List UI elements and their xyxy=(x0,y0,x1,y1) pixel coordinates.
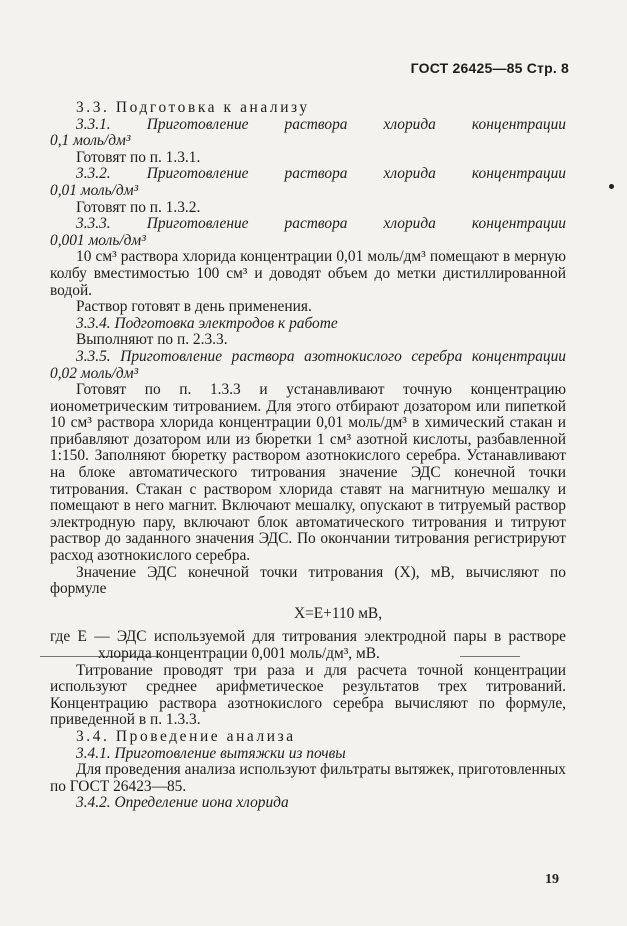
section-3-3-5-title: 3.3.5. Приготовление раствора азотнокислого серебра концентрации 0,02 моль/дм³ xyxy=(50,347,566,382)
section-3-4-heading: 3.4. Проведение анализа xyxy=(76,727,296,745)
section-3-3-heading: 3.3. Подготовка к анализу xyxy=(76,99,310,116)
section-3-3-5-formula-intro: Значение ЭДС конечной точки титрования (X), мВ, вычисляют по формуле xyxy=(50,563,566,598)
document-body xyxy=(50,100,566,812)
section-3-3-1-body: Готовят по п. 1.3.1. xyxy=(76,148,201,166)
section-3-3-5-body-3: Титрование проводят три раза и для расчета точной концентрации используют среднее арифметическое результатов трех титрований. Концентрацию раствора азотнокислого серебра вычисляют по формуле, приведенной в п. 1.3.3. xyxy=(50,661,566,729)
section-3-3-2-body: Готовят по п. 1.3.2. xyxy=(76,198,201,216)
section-3-3-2-title-unit: 0,01 моль/дм³ xyxy=(50,181,139,199)
section-3-3-3-body-2: Раствор готовят в день применения. xyxy=(76,298,312,316)
section-3-3-3-body: 10 см³ раствора хлорида концентрации 0,01 моль/дм³ помещают в мерную колбу вместимостью 100 см³ и доводят объем до метки дистиллированной водой. xyxy=(50,248,566,299)
scan-speck xyxy=(609,184,614,189)
page-header: ГОСТ 26425—85 Стр. 8 xyxy=(410,60,569,76)
section-3-3-1-title-unit: 0,1 моль/дм³ xyxy=(50,132,131,150)
section-3-3-4-body: Выполняют по п. 2.3.3. xyxy=(76,331,228,349)
section-3-4-1-body: Для проведения анализа используют фильтраты вытяжек, приготовленных по ГОСТ 26423—85. xyxy=(50,761,566,795)
section-3-3-2-title: 3.3.2. Приготовление раствора хлорида концентрации xyxy=(76,165,566,183)
page-number: 19 xyxy=(545,872,559,887)
section-3-4-1-title: 3.4.1. Приготовление вытяжки из почвы xyxy=(76,744,346,762)
section-3-3-4-title: 3.3.4. Подготовка электродов к работе xyxy=(76,314,338,332)
formula-legend: где E — ЭДС используемой для титрования электродной пары в растворе хлорида концентрации 0,001 моль/дм³, мВ. xyxy=(50,628,566,662)
section-3-4-2-title: 3.4.2. Определение иона хлорида xyxy=(76,794,289,812)
section-3-3-1-title: 3.3.1. Приготовление раствора хлорида концентрации xyxy=(76,115,566,133)
formula: X=E+110 мВ, xyxy=(293,604,383,622)
section-3-3-3-title: 3.3.3. Приготовление раствора хлорида концентрации xyxy=(76,215,566,233)
section-3-3-3-title-unit: 0,001 моль/дм³ xyxy=(50,231,146,249)
section-3-3-5-body: Готовят по п. 1.3.3 и устанавливают точную концентрацию ионометрическим титрованием. Для этого отбирают дозатором или пипеткой 10 см³ раствора хлорида концентрации 0,01 моль/дм³ в химический стакан и прибавляют дозатором или из бюретки 1 см³ азотной кислоты, разбавленной 1:150. Заполняют бюретку раствором азотнокислого серебра. Устанавливают на блоке автоматического титрования значение ЭДС конечной точки титрования. Стакан с раствором хлорида ставят на магнитную мешалку и помещают в него магнит. Включают мешалку, опускают в титруемый раствор электродную пару, включают блок автоматического титрования и титруют раствор до заданного значения ЭДС. По окончании титрования регистрируют расход азотнокислого серебра. xyxy=(50,381,566,565)
